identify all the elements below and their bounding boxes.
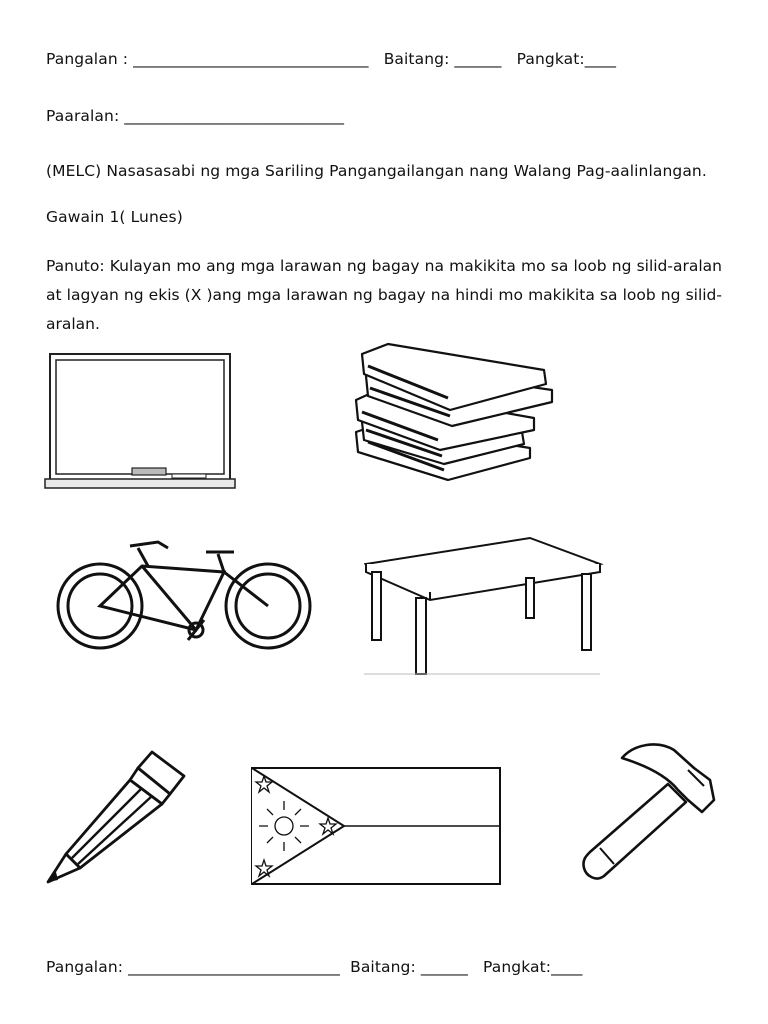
name-line: Pangalan : ______________________________ Baitang: ______ Pangkat:____ bbox=[46, 50, 617, 68]
bicycle-icon bbox=[46, 538, 324, 650]
melc-text: (MELC) Nasasasabi ng mga Sariling Pangangailangan nang Walang Pag-aalinlangan. bbox=[46, 162, 707, 180]
footer-name-line: Pangalan: ___________________________ Baitang: ______ Pangkat:____ bbox=[46, 958, 583, 976]
books-icon bbox=[348, 340, 558, 486]
pencil-icon bbox=[44, 746, 190, 886]
instructions: Panuto: Kulayan mo ang mga larawan ng bagay na makikita mo sa loob ng silid-aralan at lagyan ng ekis (X )ang mga larawan ng bagay na hindi mo makikita sa loob ng silid-aralan. bbox=[46, 257, 722, 333]
hammer-icon bbox=[574, 740, 720, 884]
chalkboard-icon bbox=[44, 352, 236, 492]
table-icon bbox=[364, 534, 604, 680]
school-line: Paaralan: ____________________________ bbox=[46, 107, 345, 125]
activity-title: Gawain 1( Lunes) bbox=[46, 208, 183, 226]
philippine-flag-icon bbox=[250, 766, 504, 888]
